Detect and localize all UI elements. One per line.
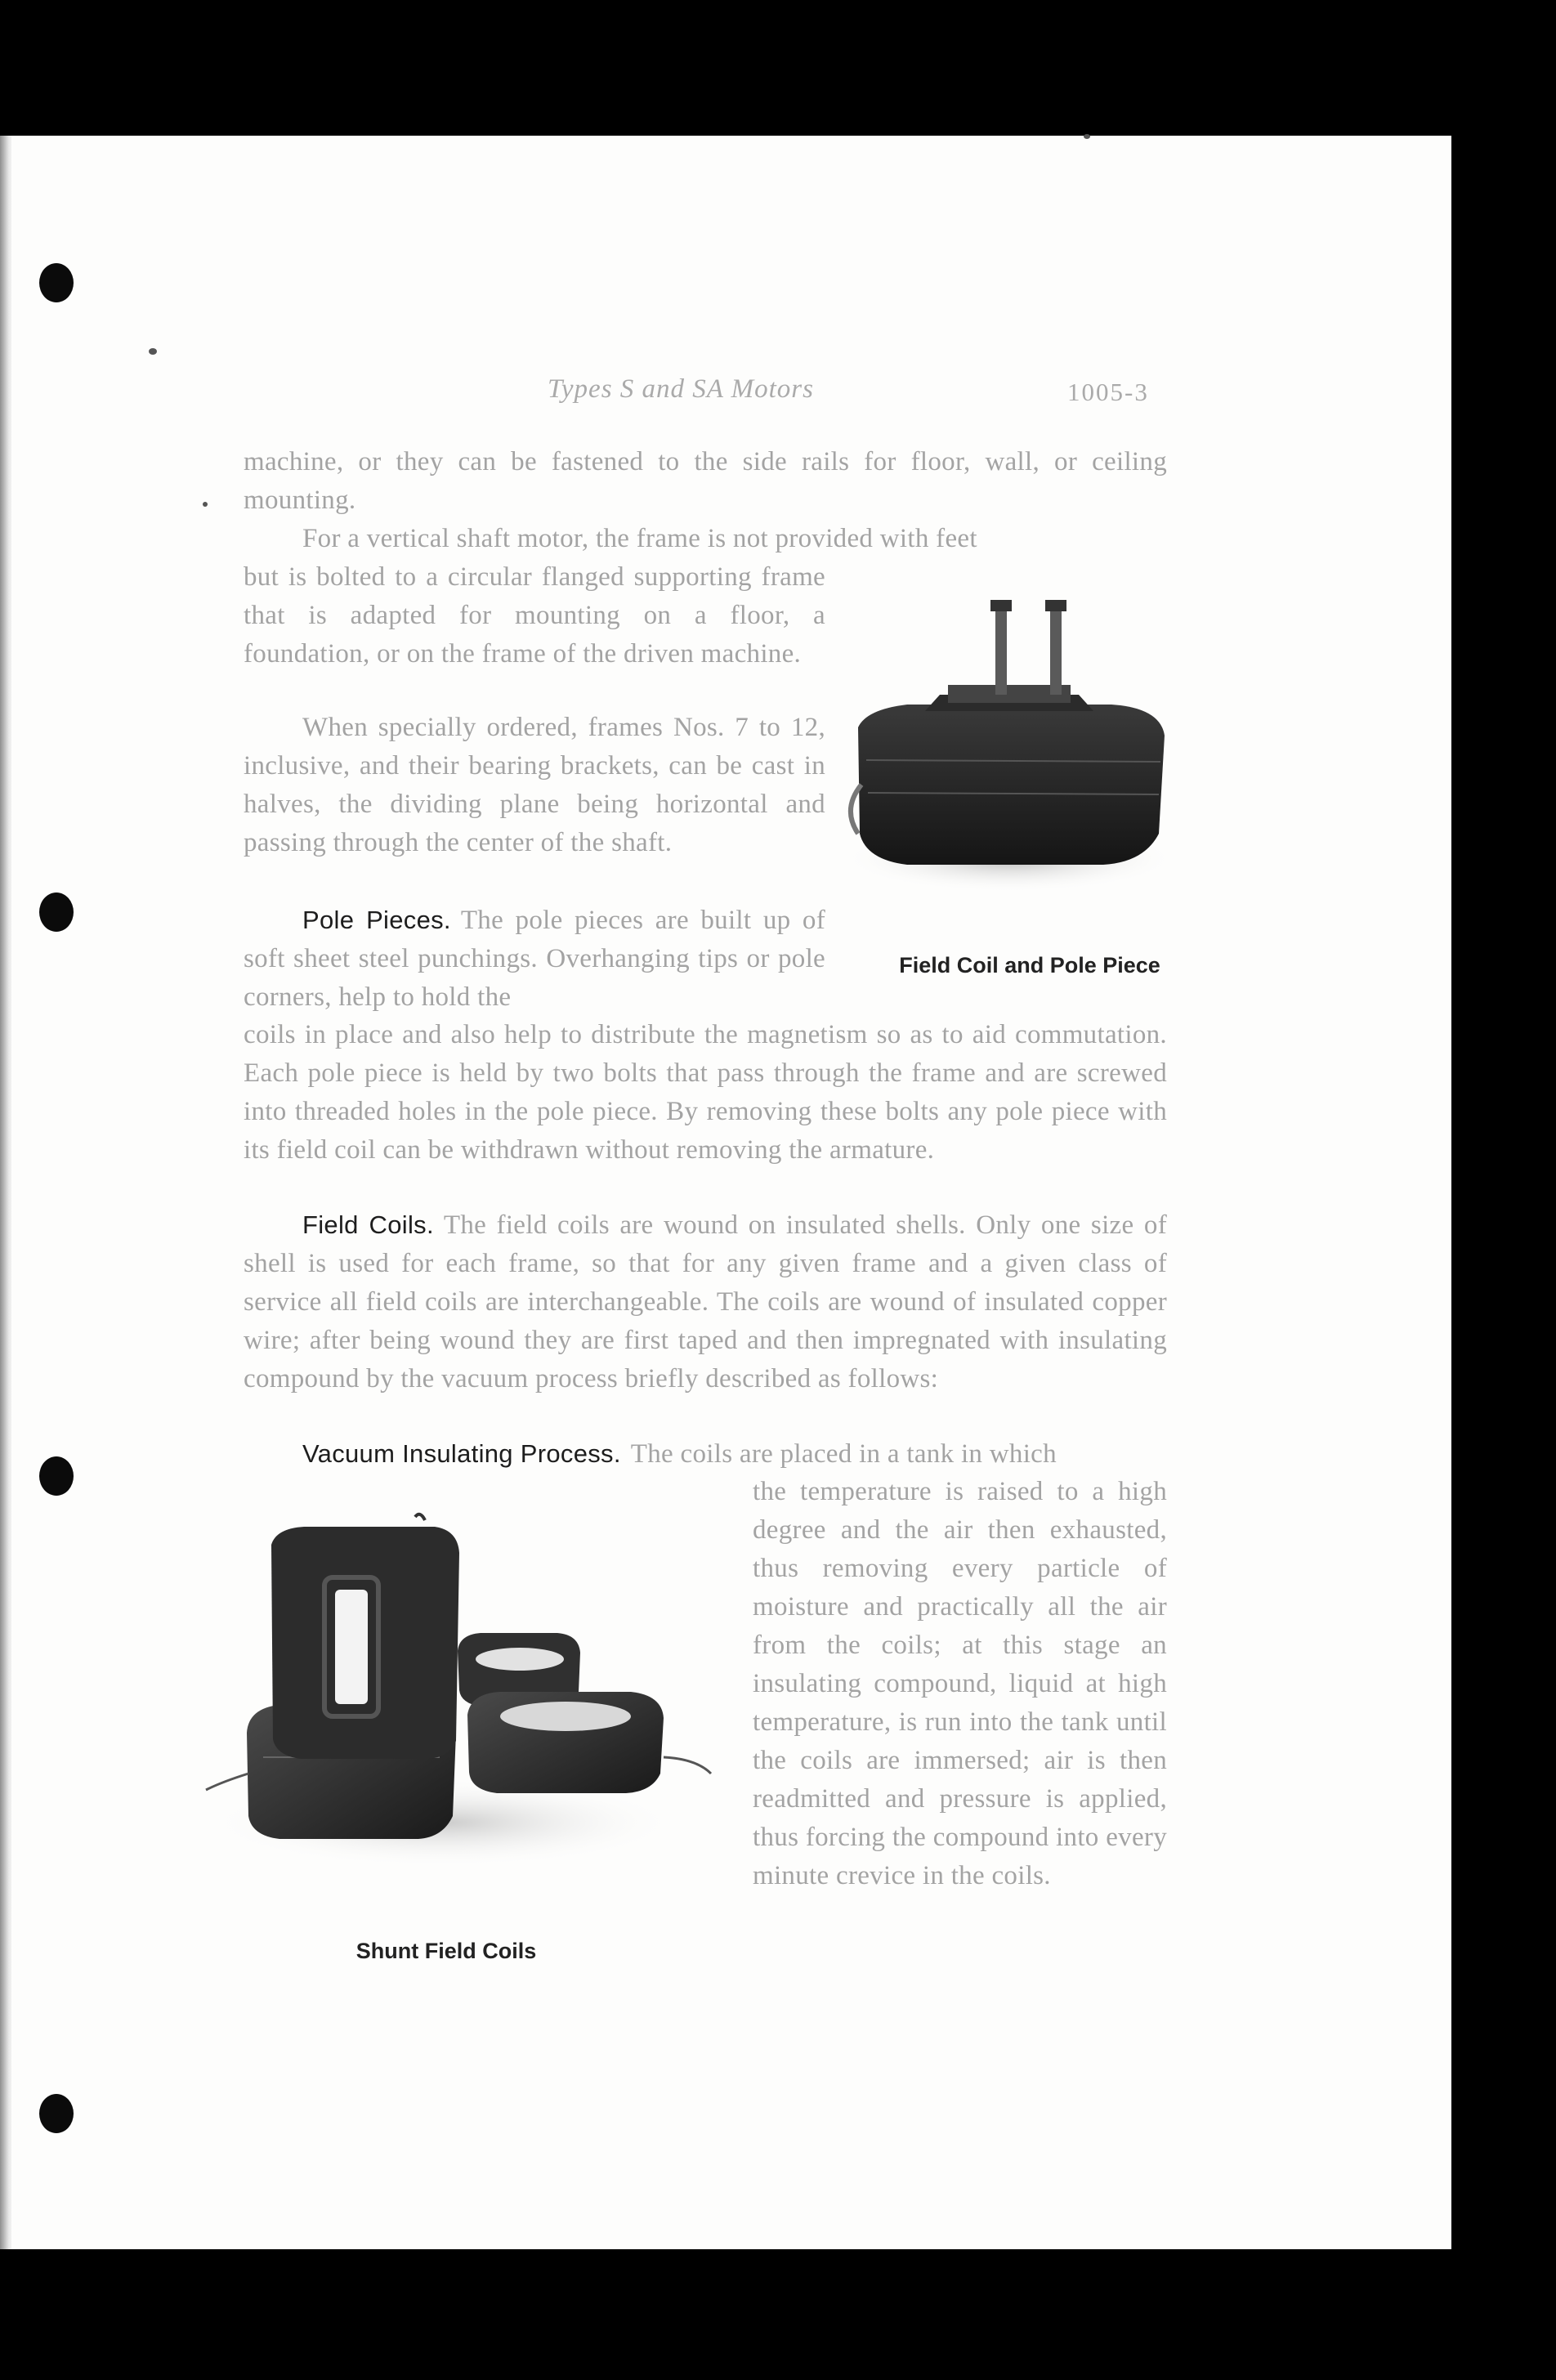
binder-hole: [39, 2094, 74, 2133]
paragraph-pole-pieces: [244, 901, 825, 1017]
dust-speck: [203, 502, 208, 507]
heading-vacuum-process: Vacuum Insulating Process.: [302, 1439, 621, 1468]
heading-field-coils: Field Coils.: [302, 1210, 434, 1239]
paragraph-vertical-shaft: For a vertical shaft motor, the frame is not provided with feet: [302, 524, 977, 553]
paragraph-pole-pieces-cont: coils in place and also help to distribute the magnetism so as to aid commutation. Each pole piece is held by two bolts that pass through the frame and are screwed into threaded holes in the pole piece. By removing these bolts any pole piece with its field coil can be withdrawn without removing the armature.: [244, 1020, 1167, 1165]
field-coils-text: The field coils are wound on insulated shells. Only one size of shell is used for each frame, so that for any given frame and a given class of service all field coils are interchangeable. The coils are wound of insulated copper wire; after being wound they are first taped and then impregnated with insulating compound by the vacuum process briefly described as follows:: [244, 1210, 1167, 1394]
heading-pole-pieces: Pole Pieces.: [302, 906, 451, 934]
binder-hole: [39, 263, 74, 302]
dust-speck: [149, 348, 157, 355]
shunt-field-coils-illustration: [198, 1512, 721, 1872]
binder-hole: [39, 1456, 74, 1496]
paragraph-vacuum-process-cont: the temperature is raised to a high degree and the air then exhausted, thus removing every particle of moisture and practically all the air from the coils; at this stage an insulating compound, liquid at high temperature, is run into the tank until the coils are immersed; air is then readmitted and pressure is applied, thus forcing the compound into every minute crevice in the coils.: [753, 1477, 1167, 1890]
paragraph-mounting: machine, or they can be fastened to the side rails for floor, wall, or ceiling mounting.: [244, 447, 1167, 515]
paragraph-split-frames: When specially ordered, frames Nos. 7 to 12, inclusive, and their bearing brackets, can be cast in halves, the dividing plane being horizontal and passing through the center of the shaft.: [244, 713, 825, 857]
dust-speck: [1084, 134, 1090, 139]
figure-caption-shunt-coils: Shunt Field Coils: [355, 1939, 537, 1963]
vacuum-process-text: The coils are placed in a tank in which: [630, 1439, 1057, 1469]
figure-caption-field-coil: Field Coil and Pole Piece: [899, 953, 1160, 978]
paragraph-field-coils: [244, 1206, 1167, 1398]
paragraph-vertical-shaft-cont: but is bolted to a circular flanged supporting frame that is adapted for mounting on a floor, a foundation, or on the frame of the driven machine.: [244, 562, 825, 669]
running-head: Types S and SA Motors: [548, 374, 814, 404]
paragraph-vacuum-process: [244, 1434, 1167, 1474]
pole-pieces-text: The pole pieces are built up of soft sheet steel punchings. Overhanging tips or pole corners, help to hold the: [244, 906, 825, 1012]
binder-hole: [39, 892, 74, 932]
field-coil-pole-piece-illustration: [834, 588, 1177, 899]
page-number: 1005-3: [1067, 378, 1149, 406]
